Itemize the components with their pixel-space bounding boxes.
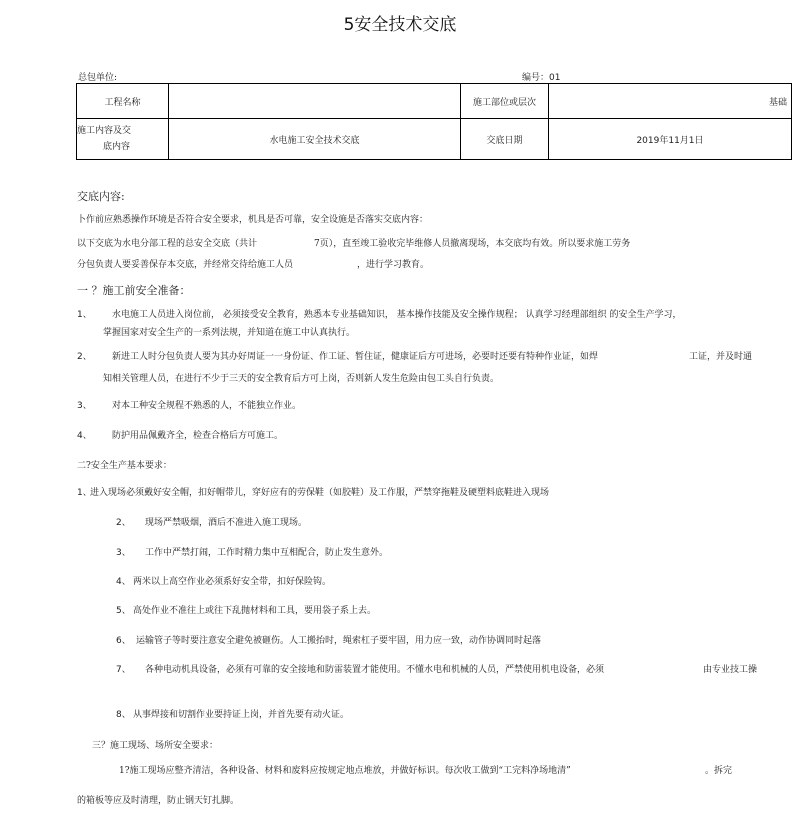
section1-title: 一 ？施工前安全准备：	[77, 284, 191, 297]
header-table	[76, 83, 792, 160]
location-value: 基础	[549, 84, 792, 119]
s3-item-text: 1?施工现场应整齐清洁，各种设备、材料和废料应按规定地点堆放，并做好标识。每次收工做到“工完料净场地清”	[119, 766, 571, 776]
s1-item-text: 水电施工人员进入岗位前， 必须接受安全教育，熟悉本专业基础知识， 基本操作技能及安全操作规程； 认真学习经理部组织 的安全生产学习，	[112, 310, 682, 320]
s1-item-text: 新进工人时分包负责人要为其办好周证一一身份证、作工证、暂住证，健康证后方可进场，必要时还要有特种作业证，如焊	[112, 352, 599, 362]
s3-item-text-b: 。拆完	[705, 766, 733, 776]
intro-line-2b: 7页），直至竣工验收完毕维修人员撤离现场，本交底均有效。所以要求施工劳务	[314, 239, 631, 249]
date-label: 交底日期	[461, 119, 549, 160]
content-label-line1: 施工内容及交	[77, 126, 132, 136]
s2-item-num: 5、	[116, 606, 131, 616]
s1-item-num: 2、	[77, 352, 92, 362]
s3-item-text-cont: 的箱板等应及时清理，防止钢天钉扎脚。	[77, 796, 240, 806]
s2-item-num: 8、	[116, 710, 131, 720]
contractor-label: 总包单位:	[78, 73, 118, 83]
s2-item-num: 3、	[116, 548, 131, 558]
intro-line-1: 卜作前应熟悉操作环境是否符合安全要求，机具是否可靠，安全设施是否落实交底内容：	[77, 215, 429, 225]
table-row	[77, 119, 792, 160]
date-value: 2019年11月1日	[549, 119, 792, 160]
section2-title: 二?安全生产基本要求：	[77, 461, 172, 471]
content-label-line2: 底内容	[103, 142, 131, 152]
s2-item-text: 进入现场必须戴好安全帽，扣好帽带儿，穿好应有的劳保鞋（如胶鞋）及工作服，严禁穿拖鞋及硬塑料底鞋进入现场	[90, 488, 550, 498]
s2-item-num: 4、	[116, 577, 131, 587]
s1-item-text-cont: 知相关管理人员，在进行不少于三天的安全教育后方可上岗，否则新人发生危险由包工头自行负责。	[103, 374, 500, 384]
s2-item-text: 从事焊接和切割作业要持证上岗，并首先要有动火证。	[133, 710, 350, 720]
s2-item-text: 运输管子等时要注意安全避免被砸伤。人工搬抬时，绳索杠子要牢固，用力应一致，动作协调同时起落	[136, 636, 542, 646]
s2-item-text: 现场严禁吸烟，酒后不准进入施工现场。	[145, 518, 308, 528]
s1-item-text-b: 工证，并及时通	[689, 352, 753, 362]
document-number: 编号：01	[522, 73, 561, 83]
content-value: 水电施工安全技术交底	[169, 119, 461, 160]
s1-item-text: 防护用品佩戴齐全，检查合格后方可施工。	[112, 431, 284, 441]
intro-line-3a: 分包负责人要妥善保存本交底，并经常交待给施工人员	[77, 260, 294, 270]
location-label: 施工部位或层次	[461, 84, 549, 119]
s2-item-text: 各种电动机具设备，必须有可靠的安全接地和防雷装置才能使用。不懂水电和机械的人员，严禁使用机电设备，必须	[145, 665, 605, 675]
s1-item-text: 对本工种安全规程不熟悉的人，不能独立作业。	[112, 401, 302, 411]
s2-item-text: 工作中严禁打闹，工作时精力集中互相配合，防止发生意外。	[145, 548, 389, 558]
table-row	[77, 84, 792, 119]
s1-item-text-cont: 掌握国家对安全生产的一系列法规，并知道在施工中认真执行。	[103, 328, 356, 338]
section3-title: 三？施工现场、场所安全要求：	[92, 741, 219, 751]
s2-item-num: 1、	[77, 488, 92, 498]
s1-item-num: 1、	[77, 310, 92, 320]
intro-line-2a: 以下交底为水电分部工程的总安全交底（共计	[77, 239, 258, 249]
project-name-label: 工程名称	[77, 84, 169, 119]
intro-line-3b: ，进行学习教育。	[357, 260, 430, 270]
s2-item-text: 高处作业不准往上或往下乱抛材料和工具，要用袋子系上去。	[133, 606, 377, 616]
s2-item-num: 2、	[116, 518, 131, 528]
s1-item-num: 3、	[77, 401, 92, 411]
body-heading: 交底内容:	[77, 190, 125, 203]
s2-item-text: 两米以上高空作业必须系好安全带，扣好保险钩。	[133, 577, 332, 587]
s2-item-text-b: 由专业技工操	[703, 665, 758, 675]
document-title: 5安全技术交底	[343, 15, 457, 35]
s2-item-num: 7、	[116, 665, 131, 675]
content-label	[77, 119, 169, 160]
s2-item-num: 6、	[116, 636, 131, 646]
s1-item-num: 4、	[77, 431, 92, 441]
project-name-value	[169, 84, 461, 119]
